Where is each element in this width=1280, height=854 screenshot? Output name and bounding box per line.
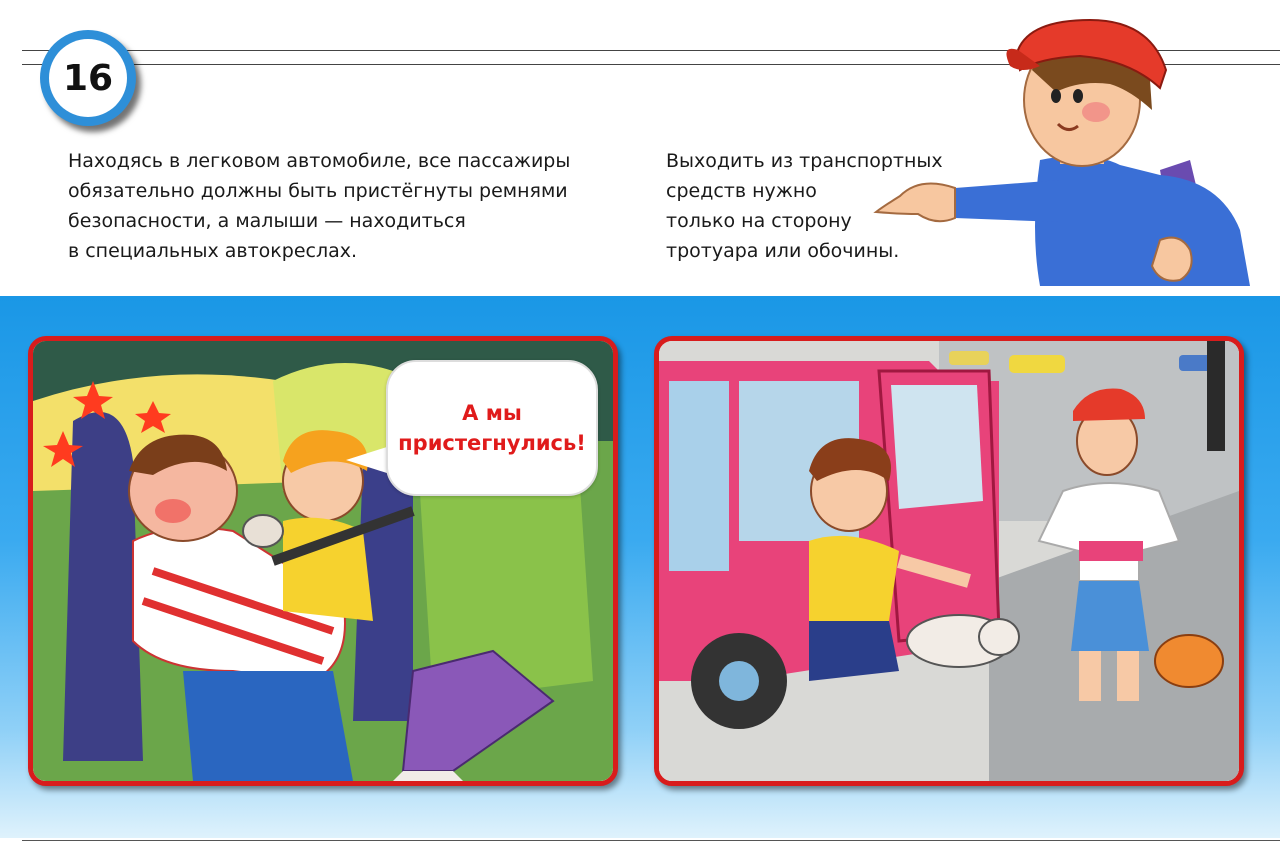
boy-in-cap-illustration xyxy=(860,0,1280,286)
speech-bubble-text xyxy=(398,398,586,458)
exiting-car-panel xyxy=(654,336,1244,786)
text-line: в специальных автокреслах. xyxy=(68,240,358,262)
text-line: безопасности, а малыши — находиться xyxy=(68,210,466,232)
page-number-badge xyxy=(40,30,136,126)
bottom-rule xyxy=(22,840,1280,841)
speech-line: пристегнулись! xyxy=(398,431,586,455)
text-line: только на сторону xyxy=(666,210,852,232)
text-line: Находясь в легковом автомобиле, все пассажиры xyxy=(68,150,571,172)
text-line: обязательно должны быть пристёгнуты ремнями xyxy=(68,180,568,202)
page-number: 16 xyxy=(49,39,127,117)
text-line: тротуара или обочины. xyxy=(666,240,900,262)
seatbelt-rule-text xyxy=(68,146,570,266)
speech-line: А мы xyxy=(462,401,522,425)
exiting-car-illustration xyxy=(659,341,1239,781)
text-line: средств нужно xyxy=(666,180,817,202)
speech-bubble-tail xyxy=(346,446,390,474)
text-line: Выходить из транспортных xyxy=(666,150,943,172)
speech-bubble xyxy=(386,360,598,496)
